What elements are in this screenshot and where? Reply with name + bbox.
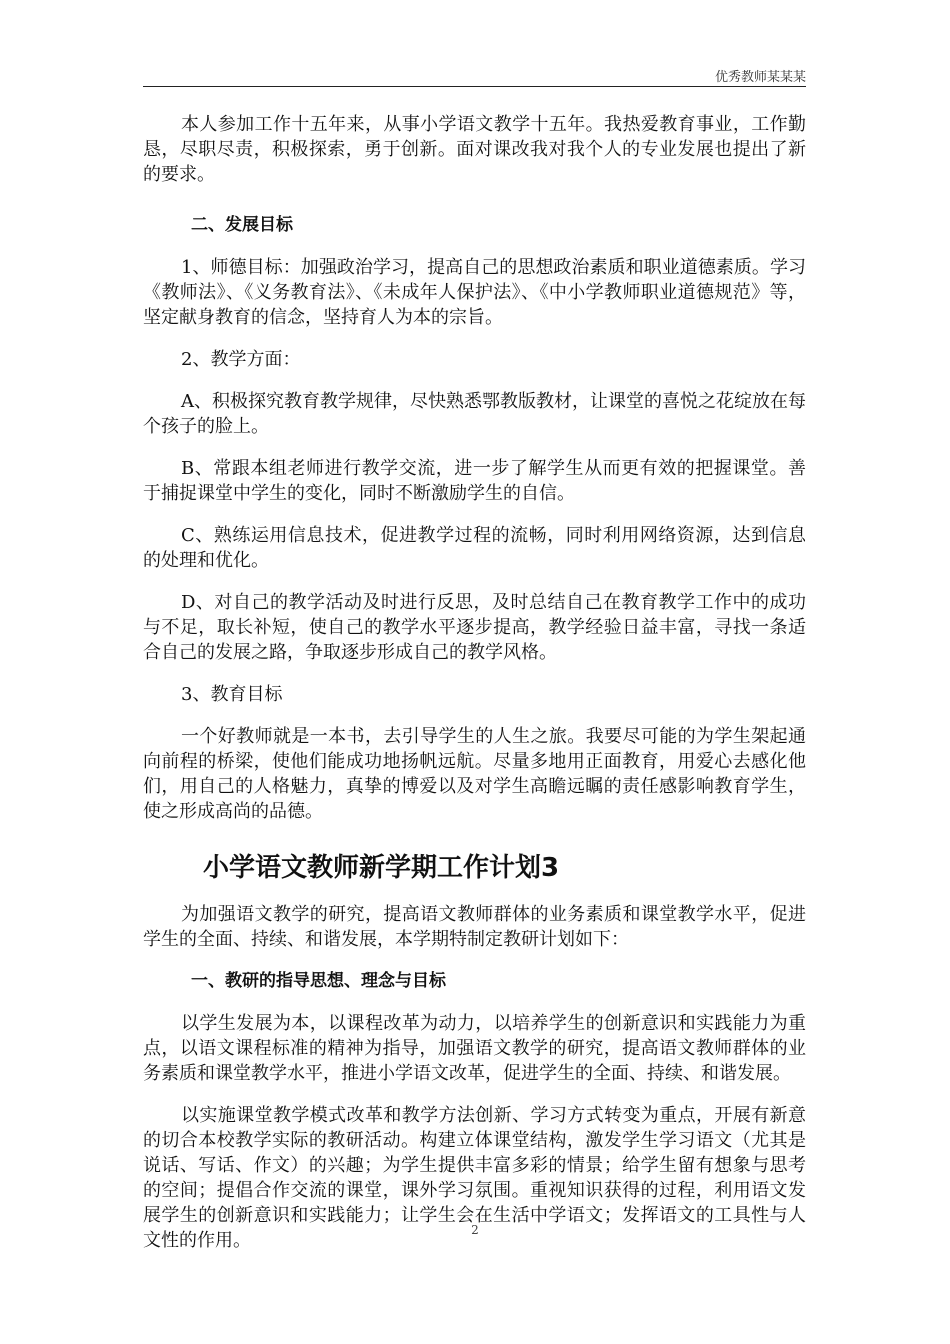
paragraph: C、熟练运用信息技术，促进教学过程的流畅，同时利用网络资源，达到信息的处理和优化。 — [143, 525, 806, 571]
paragraph: A、积极探究教育教学规律，尽快熟悉鄂教版教材，让课堂的喜悦之花绽放在每个孩子的脸上。 — [143, 391, 806, 437]
paragraph: 1、师德目标：加强政治学习，提高自己的思想政治素质和职业道德素质。学习《教师法》、《义务教育法》、《未成年人保护法》、《中小学教师职业道德规范》等，坚定献身教育的信念，坚持育人为本的宗旨。 — [143, 257, 806, 328]
document-body — [143, 112, 806, 1253]
paragraph: D、对自己的教学活动及时进行反思，及时总结自己在教育教学工作中的成功与不足，取长补短，使自己的教学水平逐步提高，教学经验日益丰富，寻找一条适合自己的发展之路，争取逐步形成自己的教学风格。 — [143, 592, 806, 663]
page-number: 2 — [471, 1223, 479, 1237]
paragraph: 以学生发展为本，以课程改革为动力，以培养学生的创新意识和实践能力为重点，以语文课程标准的精神为指导，加强语文教学的研究，提高语文教师群体的业务素质和课堂教学水平，推进小学语文改革，促进学生的全面、持续、和谐发展。 — [143, 1013, 806, 1084]
paragraph: 2、教学方面： — [181, 349, 301, 370]
paragraph: 3、教育目标 — [181, 684, 283, 705]
paragraph: 以实施课堂教学模式改革和教学方法创新、学习方式转变为重点，开展有新意的切合本校教学实际的教研活动。构建立体课堂结构，激发学生学习语文（尤其是说话、写话、作文）的兴趣；为学生提供丰富多彩的情景；给学生留有想象与思考的空间；提倡合作交流的课堂，课外学习氛围。重视知识获得的过程，利用语文发展学生的创新意识和实践能力；让学生会在生活中学语文；发挥语文的工具性与人文性的作用。 — [143, 1105, 806, 1251]
section-heading: 一、教研的指导思想、理念与目标 — [191, 971, 446, 991]
paragraph: B、常跟本组老师进行教学交流，进一步了解学生从而更有效的把握课堂。善于捕捉课堂中学生的变化，同时不断激励学生的自信。 — [143, 458, 806, 504]
page-header — [143, 66, 806, 87]
document-title: 小学语文教师新学期工作计划3 — [203, 853, 560, 883]
section-heading: 二、发展目标 — [191, 215, 293, 235]
header-text: 优秀教师某某某 — [714, 70, 806, 85]
paragraph: 本人参加工作十五年来，从事小学语文教学十五年。我热爱教育事业，工作勤恳，尽职尽责，积极探索，勇于创新。面对课改我对我个人的专业发展也提出了新的要求。 — [143, 114, 806, 185]
paragraph: 为加强语文教学的研究，提高语文教师群体的业务素质和课堂教学水平，促进学生的全面、持续、和谐发展，本学期特制定教研计划如下： — [143, 904, 806, 950]
paragraph: 一个好教师就是一本书，去引导学生的人生之旅。我要尽可能的为学生架起通向前程的桥梁，使他们能成功地扬帆远航。尽量多地用正面教育，用爱心去感化他们，用自己的人格魅力，真挚的博爱以及对学生高瞻远瞩的责任感影响教育学生，使之形成高尚的品德。 — [143, 726, 806, 822]
